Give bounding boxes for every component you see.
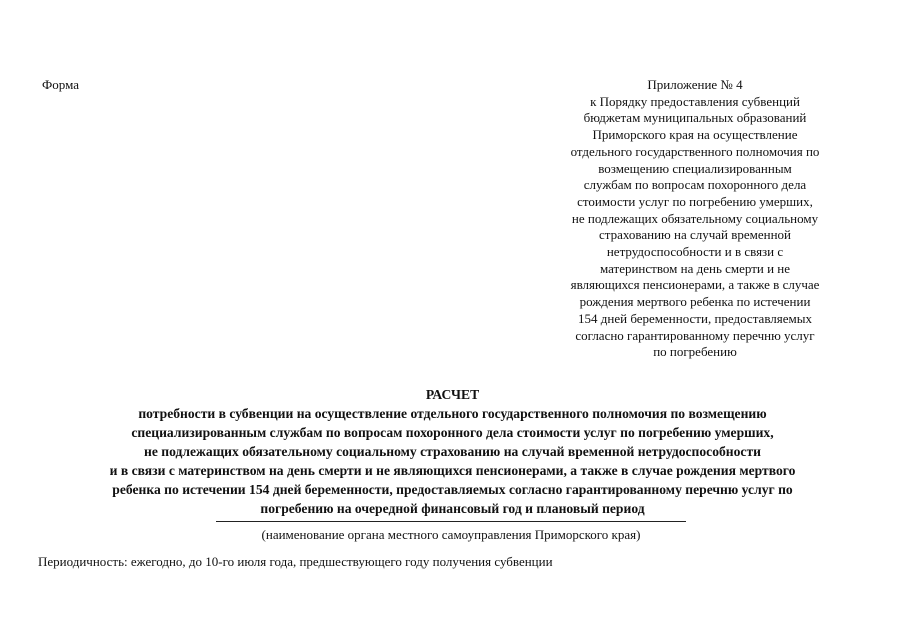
appendix-line: нетрудоспособности и в связи с: [606, 244, 784, 260]
appendix-line: страхованию на случай временной: [598, 227, 792, 243]
heading-line: ребенка по истечении 154 дней беременности, предоставляемых согласно гарантированному перечню услуг по: [112, 482, 793, 497]
appendix-line: службам по вопросам похоронного дела: [583, 177, 807, 193]
org-name-underline: [216, 521, 686, 522]
form-label: Форма: [42, 77, 79, 92]
appendix-line: по погребению: [653, 344, 737, 360]
appendix-line: являющихся пенсионерами, а также в случае: [570, 277, 820, 293]
appendix-block: [535, 77, 855, 361]
appendix-line: материнством на день смерти и не: [599, 260, 791, 276]
appendix-line: стоимости услуг по погребению умерших,: [577, 193, 813, 209]
appendix-line: к Порядку предоставления субвенций: [590, 93, 800, 109]
heading-line: и в связи с материнством на день смерти и не являющихся пенсионерами, а также в случае рождения мертвого: [109, 463, 796, 478]
org-name-field: [216, 521, 686, 543]
appendix-line: отдельного государственного полномочия по: [570, 143, 820, 159]
appendix-line: 154 дней беременности, предоставляемых: [578, 310, 812, 326]
appendix-line: рождения мертвого ребенка по истечении: [579, 294, 811, 310]
appendix-line: Приложение № 4: [647, 77, 743, 92]
appendix-line: Приморского края на осуществление: [592, 127, 798, 143]
document-title: РАСЧЕТ: [425, 387, 480, 402]
document-heading: [60, 385, 845, 518]
heading-line: специализированным службам по вопросам похоронного дела стоимости услуг по погребению умерших,: [131, 425, 774, 440]
heading-line: погребению на очередной финансовый год и плановый период: [260, 501, 645, 516]
org-name-caption: (наименование органа местного самоуправления Приморского края): [261, 527, 641, 542]
appendix-line: бюджетам муниципальных образований: [583, 110, 807, 126]
periodicity-text: Периодичность: ежегодно, до 10-го июля года, предшествующего году получения субвенции: [38, 554, 553, 569]
appendix-line: не подлежащих обязательному социальному: [571, 210, 819, 226]
appendix-line: возмещению специализированным: [598, 160, 792, 176]
heading-line: не подлежащих обязательному социальному страхованию на случай временной нетрудоспособности: [144, 444, 761, 459]
heading-line: потребности в субвенции на осуществление отдельного государственного полномочия по возмещению: [138, 406, 767, 421]
appendix-line: согласно гарантированному перечню услуг: [575, 327, 815, 343]
